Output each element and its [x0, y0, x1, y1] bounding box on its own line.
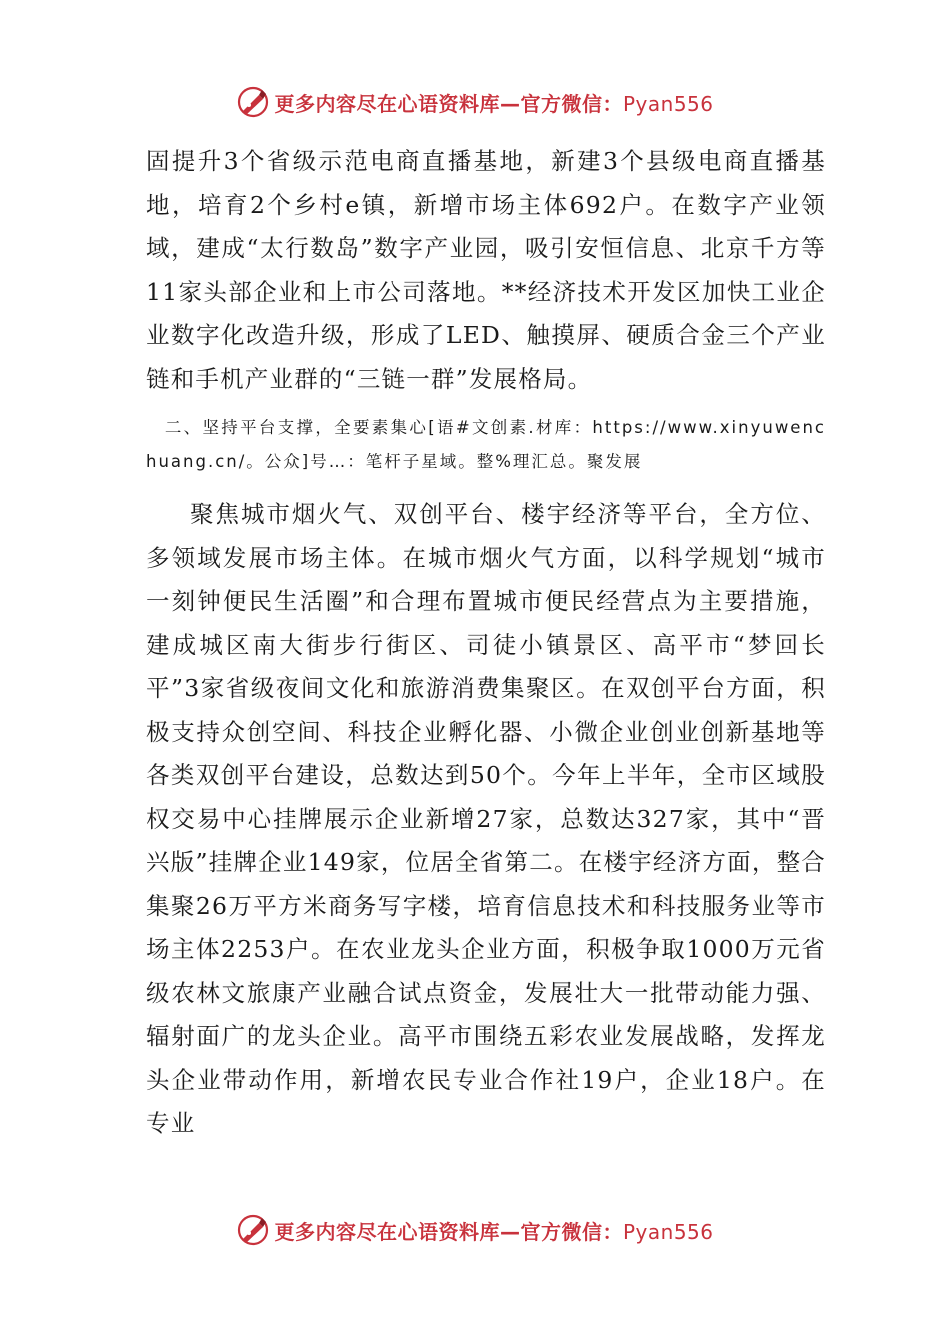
wechat-id: Pyan556 [622, 1219, 714, 1244]
banner-text: 更多内容尽在心语资料库—官方微信：Pyan556 [274, 91, 714, 116]
paragraph-1: 固提升3个省级示范电商直播基地，新建3个县级电商直播基地，培育2个乡村e镇，新增市场主体692户。在数字产业领域，建成“太行数岛”数字产业园，吸引安恒信息、北京千方等11家头部企业和上市公司落地。**经济技术开发区加快工业企业数字化改造升级，形成了LED、触摸屏、硬质合金三个产业链和手机产业群的“三链一群”发展格局。 [146, 147, 826, 393]
section-heading: 二、坚持平台支撑，全要素集心[语#文创素.材库：https://www.xinyuwenchuang.cn/。公众]号…：笔杆子星域。整%理汇总。聚发展 [146, 418, 826, 471]
wechat-id: Pyan556 [622, 91, 714, 116]
banner-text: 更多内容尽在心语资料库—官方微信：Pyan556 [274, 1219, 714, 1244]
header-banner [0, 80, 950, 124]
footer-banner [0, 1208, 950, 1252]
paragraph-2: 聚焦城市烟火气、双创平台、楼宇经济等平台，全方位、多领域发展市场主体。在城市烟火气方面，以科学规划“城市一刻钟便民生活圈”和合理布置城市便民经营点为主要措施，建成城区南大街步行街区、司徒小镇景区、高平市“梦回长平”3家省级夜间文化和旅游消费集聚区。在双创平台方面，积极支持众创空间、科技企业孵化器、小微企业创业创新基地等各类双创平台建设，总数达到50个。今年上半年，全市区域股权交易中心挂牌展示企业新增27家，总数达327家，其中“晋兴版”挂牌企业149家，位居全省第二。在楼宇经济方面，整合集聚26万平方米商务写字楼，培育信息技术和科技服务业等市场主体2253户。在农业龙头企业方面，积极争取1000万元省级农林文旅康产业融合试点资金，发展壮大一批带动能力强、辐射面广的龙头企业。高平市围绕五彩农业发展战略，发挥龙头企业带动作用，新增农民专业合作社19户，企业18户。在专业 [146, 500, 826, 1137]
pen-logo-icon [236, 85, 270, 119]
pen-logo-icon [236, 1213, 270, 1247]
document-body [146, 140, 826, 1146]
